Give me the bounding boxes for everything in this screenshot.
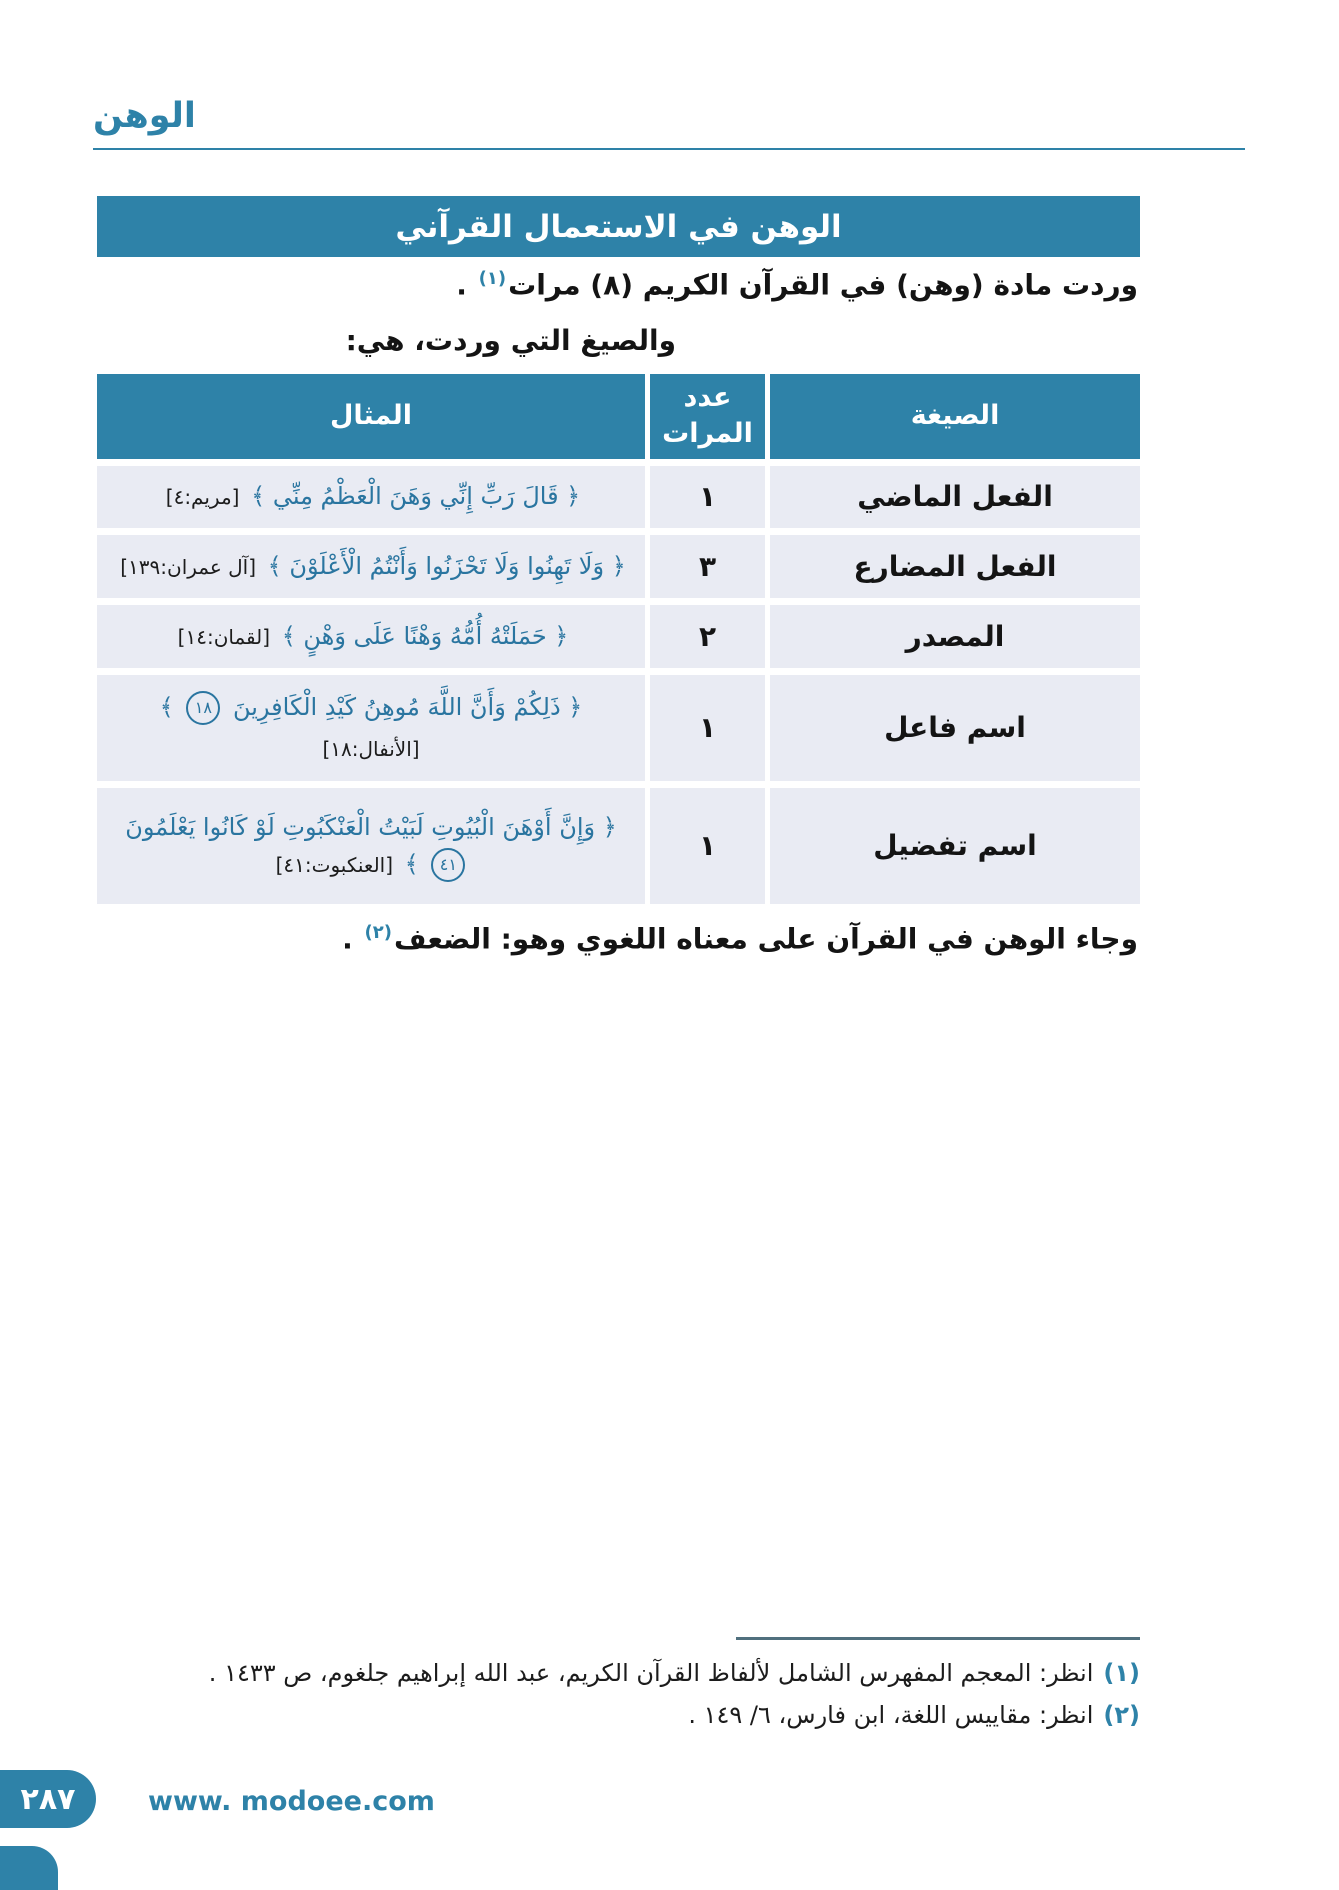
table-row-2-example — [97, 535, 645, 598]
intro-line-1 — [456, 268, 1138, 301]
corner-decoration — [0, 1846, 58, 1890]
table-row-3-example — [97, 605, 645, 668]
footnote-2-text: انظر: مقاييس اللغة، ابن فارس، ٦/ ١٤٩ . — [688, 1701, 1094, 1729]
footnote-marker-2: (٢) — [364, 922, 392, 943]
table-row-5-count: ١ — [650, 788, 765, 904]
table-row-4-count: ١ — [650, 675, 765, 781]
table-header-count: عدد المرات — [650, 374, 765, 459]
intro-line-1-text: وردت مادة (وهن) في القرآن الكريم (٨) مرات — [508, 268, 1138, 302]
closing-sentence — [342, 922, 1138, 955]
intro-line-2: والصيغ التي وردت، هي: — [345, 324, 676, 357]
page-number: ٢٨٧ — [20, 1781, 76, 1817]
forms-usage-table — [97, 374, 1140, 904]
table-header-example: المثال — [97, 374, 645, 459]
verse-reference: [الأنفال:١٨] — [322, 736, 420, 761]
quran-verse: ﴿ ذَلِكُمْ وَأَنَّ اللَّهَ مُوهِنُ كَيْدِ الْكَافِرِينَ — [232, 692, 583, 721]
closing-sentence-period: . — [342, 922, 353, 956]
table-row-5-example — [97, 788, 645, 904]
quran-verse: ﴿ وَإِنَّ أَوْهَنَ الْبُيُوتِ لَبَيْتُ الْعَنْكَبُوتِ لَوْ كَانُوا يَعْلَمُونَ — [125, 812, 617, 841]
running-header-rule — [93, 148, 1245, 150]
table-row-3-count: ٢ — [650, 605, 765, 668]
footnote-separator-rule — [736, 1637, 1140, 1640]
table-row-1-example — [97, 466, 645, 528]
footnotes-block — [140, 1652, 1140, 1736]
intro-line-1-period: . — [456, 268, 467, 302]
footnote-1 — [140, 1652, 1140, 1694]
verse-reference: [مريم:٤] — [165, 485, 240, 510]
footnote-2-number: (٢) — [1103, 1701, 1140, 1729]
table-row-1-count: ١ — [650, 466, 765, 528]
footnote-2 — [140, 1694, 1140, 1736]
section-banner-title: الوهن في الاستعمال القرآني — [395, 208, 842, 245]
verse-reference: [آل عمران:١٣٩] — [120, 554, 257, 579]
footnote-1-text: انظر: المعجم المفهرس الشامل لألفاظ القرآن الكريم، عبد الله إبراهيم جلغوم، ص ١٤٣٣ . — [208, 1659, 1094, 1687]
page-number-badge — [0, 1770, 96, 1828]
footnote-marker-1: (١) — [478, 268, 507, 289]
table-header-form: الصيغة — [770, 374, 1140, 459]
quran-verse: ﴿ قَالَ رَبِّ إِنِّي وَهَنَ الْعَظْمُ مِنِّي ﴾ — [251, 482, 581, 511]
ayah-number-ornament: ١٨ — [186, 691, 220, 725]
ayah-number-ornament: ٤١ — [431, 848, 465, 882]
table-row-4-form: اسم فاعل — [770, 675, 1140, 781]
table-row-1-form: الفعل الماضي — [770, 466, 1140, 528]
quran-verse: ﴿ وَلَا تَهِنُوا وَلَا تَحْزَنُوا وَأَنْتُمُ الْأَعْلَوْنَ ﴾ — [267, 551, 626, 580]
quran-verse-close-bracket: ﴾ — [159, 692, 174, 721]
section-banner — [97, 196, 1140, 257]
quran-verse: ﴿ حَمَلَتْهُ أُمُّهُ وَهْنًا عَلَى وَهْنٍ ﴾ — [281, 621, 569, 650]
quran-verse-close-bracket: ﴾ — [404, 849, 419, 878]
table-row-4-example — [97, 675, 645, 781]
footnote-1-number: (١) — [1103, 1659, 1140, 1687]
running-header-word: الوهن — [93, 96, 196, 136]
table-row-2-count: ٣ — [650, 535, 765, 598]
table-row-2-form: الفعل المضارع — [770, 535, 1140, 598]
closing-sentence-text: وجاء الوهن في القرآن على معناه اللغوي وهو: الضعف — [394, 922, 1138, 956]
verse-reference: [لقمان:١٤] — [177, 624, 271, 649]
verse-reference: [العنكبوت:٤١] — [275, 852, 394, 877]
publisher-website: www. modoee.com — [148, 1786, 435, 1817]
table-row-5-form: اسم تفضيل — [770, 788, 1140, 904]
table-row-3-form: المصدر — [770, 605, 1140, 668]
